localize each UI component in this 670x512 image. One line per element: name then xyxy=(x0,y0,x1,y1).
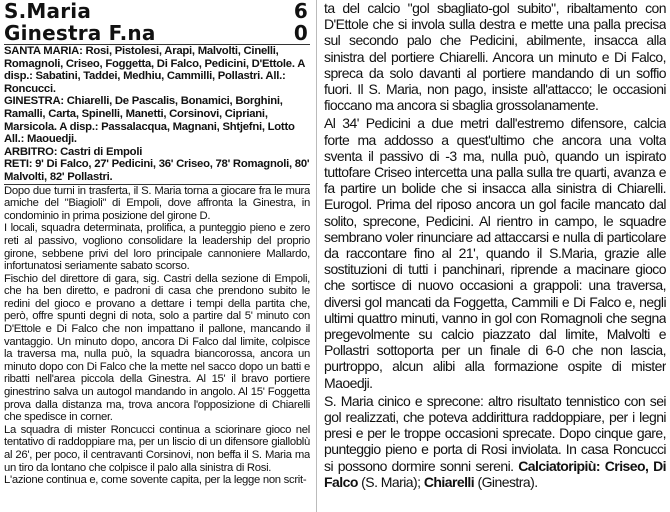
top-players-home: Criseo, Di Falco xyxy=(324,457,666,490)
match-sheet xyxy=(4,45,310,184)
article-body-right xyxy=(324,0,666,490)
home-team-score: 6 xyxy=(293,0,308,23)
referee: ARBITRO: Castri di Empoli xyxy=(4,145,143,158)
paragraph: L'azione continua e, come sovente capita, per la legge non scrit- xyxy=(4,474,307,487)
away-team-row xyxy=(4,22,310,44)
left-column xyxy=(4,0,310,512)
away-team-score: 0 xyxy=(293,21,308,45)
lineup-ginestra: GINESTRA: Chiarelli, De Pascalis, Bonamici, Borghini, Ramalli, Carta, Spinelli, Manetti, Corsinovi, Cipriani, Marsicola. A disp.: Passalacqua, Magnani, Shtjefni, Lotto All.: Maouedji. xyxy=(4,95,295,146)
paragraph: ta del calcio "gol sbagliato-gol subito", ribaltamento con D'Ettole che si invola sulla destra e mette una palla precisa sul secondo palo che Pedicini, abilmente, insacca alla sinistra del portiere Chiarelli. Ancora un minuto e Di Falco, spreca da solo davanti al portiere mandando di un soffio fuori. Il S. Maria, non pago, insiste all'attacco; le occasioni fioccano ma ancora si sbaglia grossolanamente. xyxy=(324,0,666,114)
home-team-row xyxy=(4,0,310,22)
article-body-left xyxy=(4,185,310,487)
top-players-label: Calciatoripiù: xyxy=(518,457,601,474)
top-players-away: Chiarelli xyxy=(423,473,475,490)
closing-text: S. Maria cinico e sprecone: altro risultato tennistico con sei gol realizzati, che poteva addirittura raddoppiare, per i legni presi e per le troppe occasioni sprecate. Dopo cinque gare, punteggio pieno e porta di Rosi inviolata. In casa Roncucci si possono dormire sonni sereni. xyxy=(324,392,666,474)
column-rule xyxy=(316,0,317,512)
paragraph: Dopo due turni in trasferta, il S. Maria torna a giocare fra le mura amiche del "Biagioli" di Empoli, dove affronta la Ginestra, in condominio in prima posizione del girone D. xyxy=(4,184,310,222)
paragraph xyxy=(324,393,666,490)
paragraph: Fischio del direttore di gara, sig. Castri della sezione di Empoli, che ha ben diretto, e padroni di casa che prendono subito le redini del gioco e provano a dettare i tempi della partita che, però, offre spunti degni di nota, solo a partire dal 5' minuto con D'Ettole e Di Falco che non impattano il pallone, mancando il vantaggio. Un minuto dopo, ancora Di Falco dal limite, colpisce la traversa ma, nulla può, la squadra biancorossa, ancora un minuto dopo con Di Falco che la mette nel sacco dopo un batti e ribatti nell'area piccola della Ginestra. Al 15' il bravo portiere ginestrino salva un autogol mandando in angolo. Al 15' Foggetta prova dalla distanza ma, trova ancora l'opposizione di Chiarelli che spedisce in corner. xyxy=(4,272,310,424)
right-column xyxy=(324,0,666,512)
goals: RETI: 9' Di Falco, 27' Pedicini, 36' Criseo, 78' Romagnoli, 80' Malvolti, 82' Pollastri. xyxy=(4,158,310,183)
paragraph: Al 34' Pedicini a due metri dall'estremo difensore, calcia forte ma addosso a quest'ultimo che ancora una volta sventa il passivo di -3 ma, nulla può, quando un ispirato tuttofare Criseo intercetta una palla sulla tre quarti, avanza e fa partire un bolide che si insacca alla sinistra di Chiarelli. Eurogol. Prima del riposo ancora un gol facile mancato dal solito, sprecone, Pedicini. Al rientro in campo, le squadre sembrano voler rinunciare ad attaccarsi e nulla di particolare da raccontare fino al 21', quando il S.Maria, grazie alle sostituzioni di tutti i panchinari, riprende a macinare gioco che sortisce di nuovo occasioni a grappoli: una traversa, diversi gol mancati da Foggetta, Cammili e Di Falco e, negli ultimi quattro minuti, vanno in gol con Romagnoli che segna pregevolmente su calcio piazzato dal limite, Malvolti e Pollastri sottoporta per un finale di 6-0 che non lascia, purtroppo, alcun alibi alla formazione ospite di mister Maoedji. xyxy=(324,115,666,391)
top-players-home-team: (S. Maria); xyxy=(361,473,421,490)
lineup-santa-maria: SANTA MARIA: Rosi, Pistolesi, Arapi, Malvolti, Cinelli, Romagnoli, Criseo, Foggetta, Di Falco, Pedicini, D'Ettole. A disp.: Sabatini, Taddei, Medhiu, Cammilli, Pollastri. All.: Roncucci. xyxy=(4,45,305,95)
paragraph: La squadra di mister Roncucci continua a sciorinare gioco nel tentativo di raddoppiare ma, per un liscio di un difensore gialloblù al 26', per poco, il centravanti Corsinovi, non beffa il S. Maria ma un tiro da lontano che colpisce il palo alla sinistra di Rosi. xyxy=(4,423,310,474)
paragraph: I locali, squadra determinata, prolifica, a punteggio pieno e zero reti al passivo, vogliono consolidare la leadership del proprio girone, sebbene privi del loro principale cannoniere Mallardo, infortunatosi seriamente sabato scorso. xyxy=(4,222,310,273)
home-team-name: S.Maria xyxy=(4,0,92,23)
top-players-away-team: (Ginestra). xyxy=(477,473,538,490)
away-team-name: Ginestra F.na xyxy=(4,21,156,45)
